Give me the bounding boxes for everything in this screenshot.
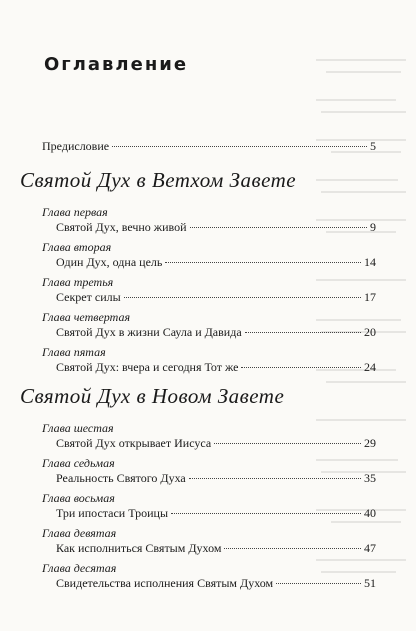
chapter-label: Глава десятая: [42, 561, 117, 575]
entry-title: Три ипостаси Троицы: [56, 506, 169, 520]
leader-dots: [124, 297, 361, 298]
chapter-label: Глава четвертая: [42, 310, 131, 324]
chapter-label: Глава шестая: [42, 421, 114, 435]
leader-dots: [276, 583, 361, 584]
chapter-label: Глава вторая: [42, 240, 112, 254]
leader-dots: [224, 548, 361, 549]
chapter-label: Глава восьмая: [42, 491, 115, 505]
chapter-label: Глава пятая: [42, 345, 106, 359]
entry-page: 47: [364, 541, 376, 555]
entry-page: 29: [364, 436, 376, 450]
entry-title: Секрет силы: [56, 290, 121, 304]
entry-page: 35: [364, 471, 376, 485]
entry-title: Святой Дух: вчера и сегодня Тот же: [56, 360, 239, 374]
entry-title: Один Дух, одна цель: [56, 255, 163, 269]
entry-title: Святой Дух открывает Иисуса: [56, 436, 212, 450]
entry-page: 17: [364, 290, 376, 304]
leader-dots: [171, 513, 361, 514]
chapter-label: Глава первая: [42, 205, 108, 219]
entry-title: Реальность Святого Духа: [56, 471, 186, 485]
entry-page: 14: [364, 255, 376, 269]
leader-dots: [245, 332, 361, 333]
chapter-label: Глава седьмая: [42, 456, 115, 470]
entry-title: Предисловие: [42, 139, 110, 153]
entry-title: Святой Дух, вечно живой: [56, 220, 187, 234]
leader-dots: [190, 227, 367, 228]
chapter-label: Глава третья: [42, 275, 114, 289]
entry-page: 40: [364, 506, 376, 520]
part-title: Святой Дух в Новом Завете: [20, 384, 285, 408]
leader-dots: [241, 367, 361, 368]
leader-dots: [214, 443, 361, 444]
toc-title: Оглавление: [44, 54, 189, 75]
entry-page: 51: [364, 576, 376, 590]
entry-title: Как исполниться Святым Духом: [56, 541, 222, 555]
leader-dots: [112, 146, 367, 147]
leader-dots: [165, 262, 361, 263]
entry-page: 20: [364, 325, 376, 339]
leader-dots: [189, 478, 361, 479]
entry-page: 5: [370, 139, 376, 153]
entry-title: Святой Дух в жизни Саула и Давида: [56, 325, 242, 339]
entry-title: Свидетельства исполнения Святым Духом: [56, 576, 274, 590]
entry-page: 9: [370, 220, 376, 234]
chapter-label: Глава девятая: [42, 526, 117, 540]
part-title: Святой Дух в Ветхом Завете: [20, 168, 297, 192]
entry-page: 24: [364, 360, 376, 374]
